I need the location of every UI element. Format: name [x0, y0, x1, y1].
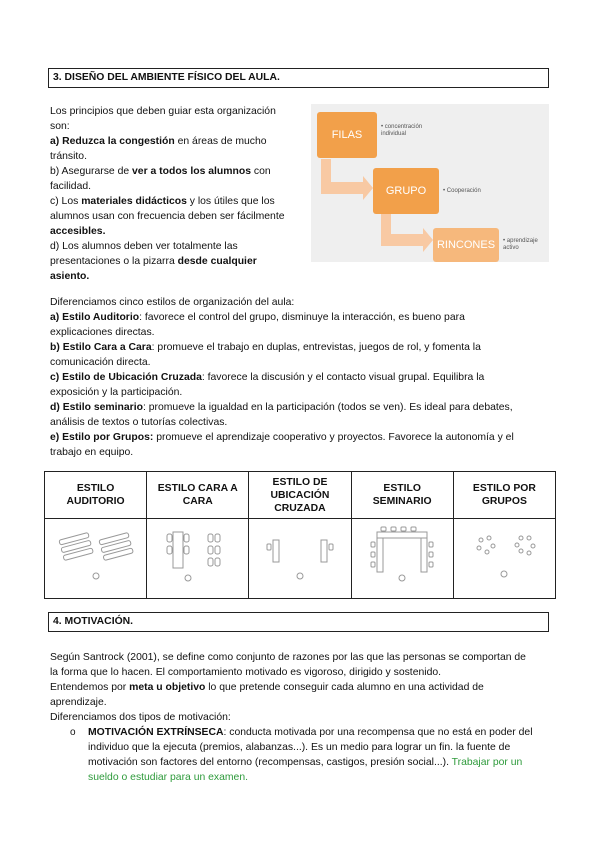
style-b-text: : promueve el trabajo en duplas, entrevistas, juegos de rol, y fomenta la	[151, 342, 481, 353]
header-grupos	[453, 472, 555, 519]
extrinsic-example: Trabajar por un	[451, 757, 523, 768]
header-text: UBICACIÓN	[270, 489, 330, 501]
principles-intro-l2: son:	[50, 121, 70, 132]
principle-d-l2	[50, 254, 310, 269]
header-text: ESTILO POR	[472, 483, 536, 494]
style-b-l2: comunicación directa.	[50, 357, 151, 368]
principle-b-bold: ver a todos los alumnos	[132, 166, 251, 177]
styles-intro: Diferenciamos cinco estilos de organización del aula:	[50, 297, 295, 308]
header-auditorio	[45, 472, 147, 519]
principle-d-l1: d) Los alumnos deben ver totalmente las	[50, 241, 238, 252]
cruzada-layout-icon	[255, 526, 345, 586]
principle-a-l2: tránsito.	[50, 151, 87, 162]
auditorio-layout-icon	[51, 526, 141, 586]
box-filas: FILAS	[317, 112, 377, 158]
rincones-note-l2: activo	[503, 245, 519, 251]
cara-a-cara-layout	[147, 519, 249, 599]
principle-c-text1: c) Los	[50, 196, 82, 207]
style-b-label: b) Estilo Cara a Cara	[50, 342, 152, 353]
principle-c	[50, 194, 310, 209]
bullet-marker: o	[70, 727, 76, 738]
style-c-l2: exposición y la participación.	[50, 387, 183, 398]
style-d-label: d) Estilo seminario	[50, 402, 143, 413]
rincones-note-l1: • aprendizaje	[503, 238, 538, 244]
style-a-l2: explicaciones directas.	[50, 327, 155, 338]
extrinsic-l2: individuo que la ejecuta (premios, alabanzas...). Es un medio para lograr un fin. la fuente de	[88, 742, 511, 753]
filas-note-l1: • concentración	[381, 124, 423, 130]
style-e-l2: trabajo en equipo.	[50, 447, 134, 458]
grupos-layout-icon	[459, 526, 549, 586]
section-4-title: 4. MOTIVACIÓN.	[48, 612, 549, 632]
meta-line	[50, 680, 555, 695]
header-text: ESTILO	[76, 483, 115, 494]
principle-d-text: presentaciones o la pizarra	[50, 256, 178, 267]
arrow-filas-grupo	[321, 159, 373, 200]
motivation-def-l2: la forma que lo hacen. El comportamiento motivado es vigoroso, dirigido y sostenido.	[50, 667, 442, 678]
style-c	[50, 370, 555, 385]
extrinsic-text: : conducta motivada por una recompensa que no está en poder del	[223, 727, 533, 738]
principle-c-bold: materiales didácticos	[81, 196, 187, 207]
cruzada-layout	[249, 519, 351, 599]
header-seminario	[351, 472, 453, 519]
meta-text-a: Entendemos por	[50, 682, 130, 693]
cara-a-cara-layout-icon	[153, 526, 243, 586]
style-d	[50, 400, 555, 415]
principle-a-label: a) Reduzca la congestión	[50, 136, 175, 147]
principle-c-l3: accesibles.	[50, 226, 106, 237]
principle-a	[50, 134, 310, 149]
principle-b-l2: facilidad.	[50, 181, 92, 192]
motivation-types-intro: Diferenciamos dos tipos de motivación:	[50, 712, 231, 723]
box-rincones: RINCONES	[433, 228, 499, 262]
motivation-def-l1: Según Santrock (2001), se define como conjunto de razones por las que las personas se comportan de	[50, 652, 526, 663]
table-image-row	[45, 519, 556, 599]
meta-text-b: lo que pretende conseguir cada alumno en una actividad de	[205, 682, 484, 693]
filas-note-l2: individual	[381, 131, 407, 137]
styles-block	[50, 295, 555, 460]
meta-l2: aprendizaje.	[50, 697, 107, 708]
grupo-note: • Cooperación	[443, 188, 481, 194]
grupos-layout	[453, 519, 555, 599]
principle-c-l2: alumnos usan con frecuencia deben ser fácilmente	[50, 211, 285, 222]
style-a	[50, 310, 555, 325]
principle-d-bold: desde cualquier	[177, 256, 257, 267]
header-cara-a-cara	[147, 472, 249, 519]
meta-bold: meta u objetivo	[129, 682, 206, 693]
style-e-label: e) Estilo por Grupos:	[50, 432, 154, 443]
table-header-row	[45, 472, 556, 519]
motivation-block	[50, 650, 555, 725]
extrinsic-block	[88, 725, 555, 785]
seminario-layout-icon	[357, 526, 447, 586]
style-c-label: c) Estilo de Ubicación Cruzada	[50, 372, 202, 383]
style-e-text: promueve el aprendizaje cooperativo y proyectos. Favorece la autonomía y el	[153, 432, 514, 443]
filas-note	[381, 124, 422, 138]
seminario-layout	[351, 519, 453, 599]
section-3-title: 3. DISEÑO DEL AMBIENTE FÍSICO DEL AULA.	[48, 68, 549, 88]
extrinsic-l1	[88, 725, 555, 740]
principle-b-text1: b) Asegurarse de	[50, 166, 133, 177]
extrinsic-example-l2: sueldo o estudiar para un examen.	[88, 772, 249, 783]
principle-a-text: en áreas de mucho	[174, 136, 267, 147]
header-text: ESTILO DE	[272, 476, 328, 488]
header-text: CRUZADA	[274, 502, 326, 514]
header-cruzada	[249, 472, 351, 519]
style-a-text: : favorece el control del grupo, disminuye la interacción, es bueno para	[139, 312, 465, 323]
header-text: AUDITORIO	[66, 496, 125, 507]
extrinsic-text-l3: motivación son factores del entorno (recompensas, castigos, presión social...).	[88, 757, 452, 768]
style-d-l2: análisis de textos o tutorías colectivas.	[50, 417, 228, 428]
arrow-grupo-rincones	[381, 212, 433, 252]
extrinsic-label: MOTIVACIÓN EXTRÍNSECA	[88, 727, 224, 738]
style-a-label: a) Estilo Auditorio	[50, 312, 140, 323]
header-text: ESTILO	[383, 483, 421, 494]
style-e	[50, 430, 555, 445]
principles-block	[50, 104, 310, 284]
principle-d-l3: asiento.	[50, 271, 90, 282]
principle-b-text2: con	[250, 166, 271, 177]
box-grupo: GRUPO	[373, 168, 439, 214]
header-text: CARA	[182, 496, 213, 507]
header-text: ESTILO CARA A	[157, 483, 238, 494]
principle-c-text2: y los útiles que los	[186, 196, 275, 207]
classroom-styles-table	[44, 471, 556, 599]
style-d-text: : promueve la igualdad en la participación (todos se ven). Es ideal para debates,	[142, 402, 513, 413]
principles-intro: Los principios que deben guiar esta organización	[50, 106, 276, 117]
rincones-note	[503, 238, 538, 252]
principle-b	[50, 164, 310, 179]
auditorio-layout	[45, 519, 147, 599]
style-b	[50, 340, 555, 355]
header-text: SEMINARIO	[372, 496, 432, 507]
organization-diagram	[311, 104, 549, 262]
style-c-text: : favorece la discusión y el contacto visual grupal. Equilibra la	[201, 372, 485, 383]
header-text: GRUPOS	[481, 496, 527, 507]
extrinsic-l3	[88, 755, 555, 770]
